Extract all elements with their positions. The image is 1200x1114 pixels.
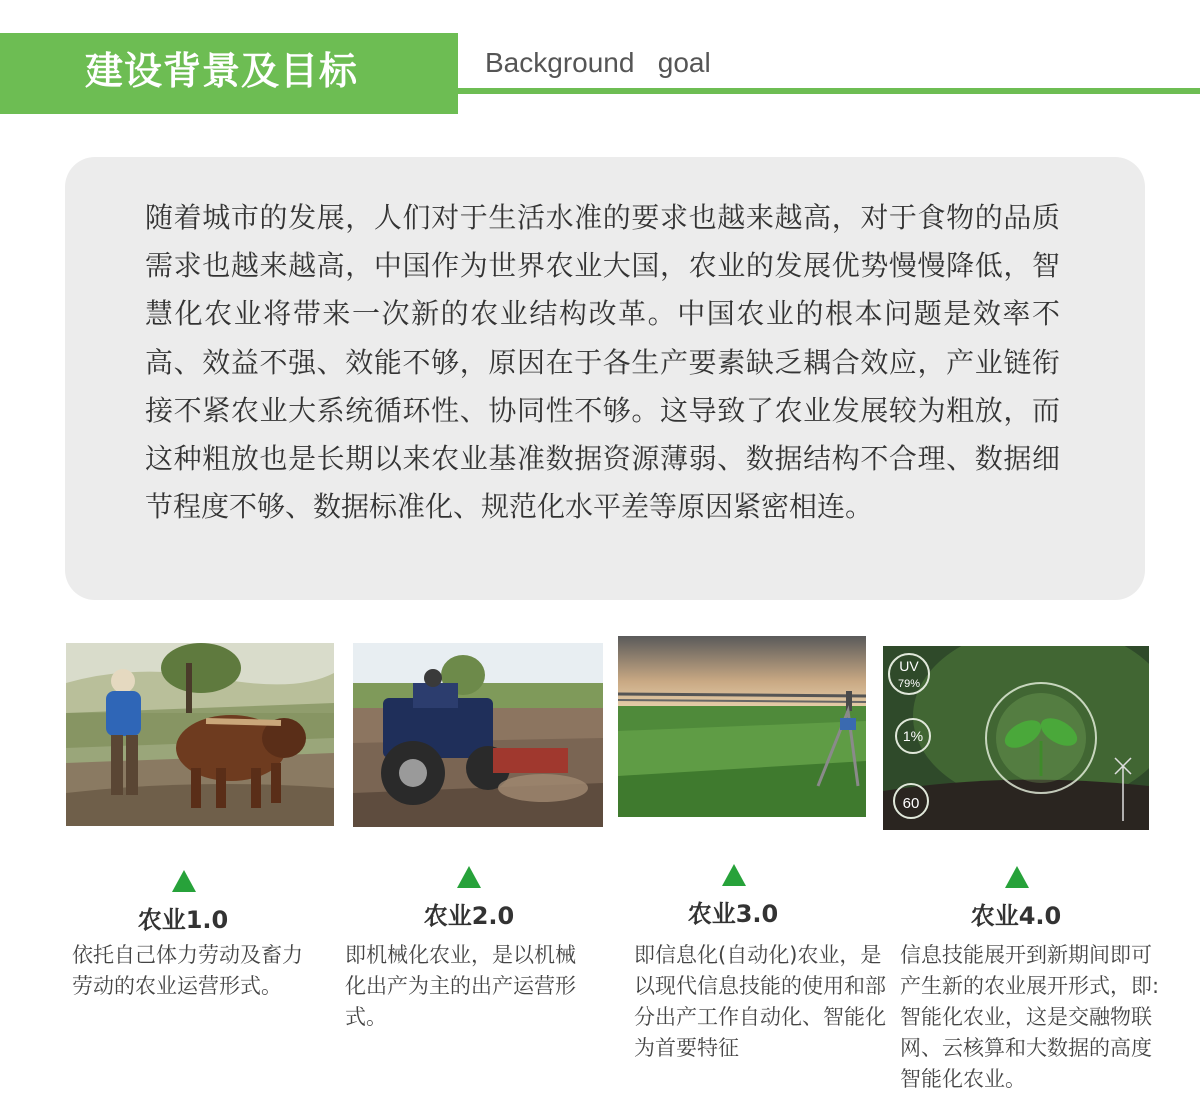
gauge-value: 60 <box>902 795 920 812</box>
stage-title-3: 农业3.0 <box>687 900 779 928</box>
photo-tractor <box>353 643 603 827</box>
stage-desc-3: 即信息化(自动化)农业，是以现代信息技能的使用和部分出产工作自动化、智能化为首要特征 <box>634 943 886 1060</box>
uv-label: UV <box>899 658 919 674</box>
triangle-up-icon <box>722 864 746 886</box>
stage-desc-4: 信息技能展开到新期间即可产生新的农业展开形式，即:智能化农业，这是交融物联网、云核算和大数据的高度智能化农业。 <box>900 943 1160 1091</box>
photo-ox-plowing <box>66 643 334 826</box>
stage-desc-1: 依托自己体力劳动及畜力劳动的农业运营形式。 <box>72 943 303 998</box>
intro-paragraph: 随着城市的发展，人们对于生活水准的要求也越来越高，对于食物的品质需求也越来越高，中国作为世界农业大国，农业的发展优势慢慢降低，智慧化农业将带来一次新的农业结构改革。中国农业的根本问题是效率不高、效益不强、效能不够，原因在于各生产要素缺乏耦合效应，产业链衔接不紧农业大系统循环性、协同性不够。这导致了农业发展较为粗放，而这种粗放也是长期以来农业基准数据资源薄弱、数据结构不合理、数据细节程度不够、数据标准化、规范化水平差等原因紧密相连。 <box>145 201 1060 524</box>
photo-irrigation-field <box>618 636 866 817</box>
intro-box <box>65 157 1145 600</box>
uv-value: 79% <box>897 678 921 690</box>
triangle-up-icon <box>457 866 481 888</box>
stage-title-4: 农业4.0 <box>970 902 1062 930</box>
photo-smart-agriculture <box>883 646 1149 830</box>
percent-value: 1% <box>902 728 924 744</box>
triangle-up-icon <box>172 870 196 892</box>
stage-desc-2: 即机械化农业，是以机械化出产为主的出产运营形式。 <box>345 943 576 1029</box>
stage-title-1: 农业1.0 <box>137 906 229 934</box>
triangle-up-icon <box>1005 866 1029 888</box>
page-subtitle: Background goal <box>485 47 711 78</box>
stage-title-2: 农业2.0 <box>423 902 515 930</box>
page-title: 建设背景及目标 <box>85 49 359 93</box>
header-underline <box>458 88 1200 94</box>
